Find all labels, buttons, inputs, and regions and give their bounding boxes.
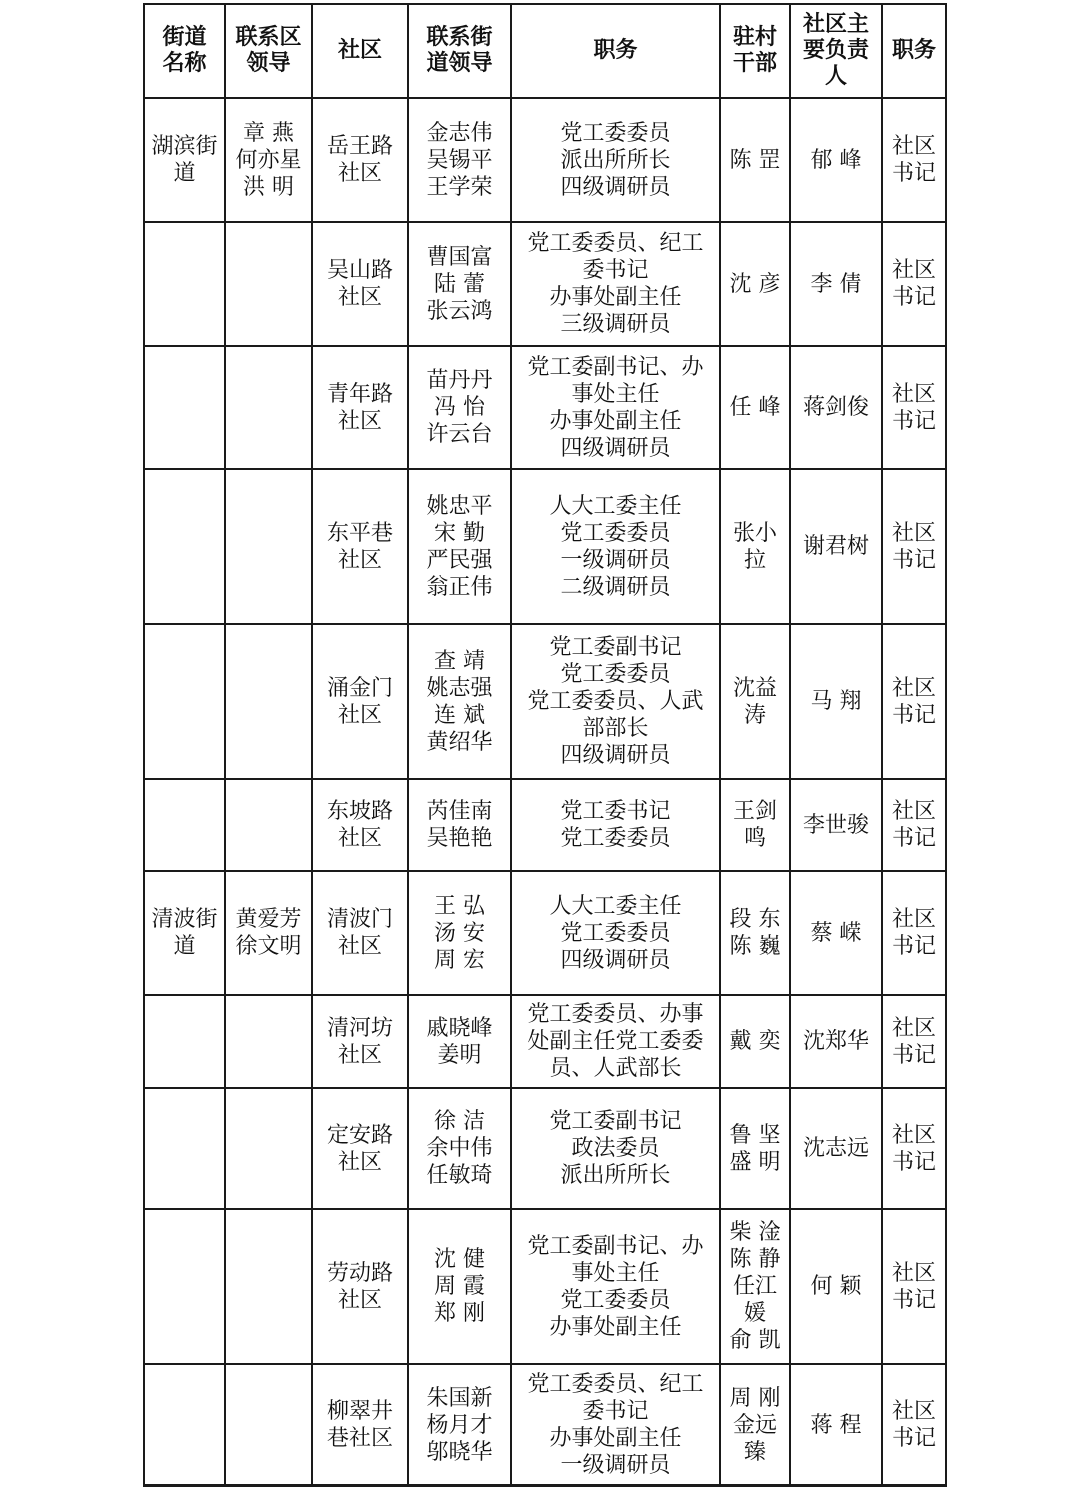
cell-line: 任敏琦 [426,1163,493,1188]
cell-line: 严民强 [426,547,493,573]
street-leaders-cell [408,995,511,1088]
table-row [144,469,946,624]
cell-line: 汤 安 [434,920,485,946]
positions-cell [511,1364,720,1486]
table-row [144,346,946,469]
district-leaders-cell [225,346,312,469]
cell-line: 政法委员 [571,1136,660,1161]
cell-line: 社区 [891,258,936,283]
cell-line: 涛 [743,702,766,728]
resident-cadres-cell [720,1209,790,1364]
cell-line: 朱国新 [426,1385,493,1411]
cell-line: 东平巷 [326,520,393,546]
cell-line: 社区 [337,702,382,728]
community-cell [312,624,408,779]
cell-line: 要负责 [802,38,869,63]
street-name-cell [144,346,225,469]
head-title-cell [882,1209,946,1364]
street-leaders-cell [408,624,511,779]
cell-line: 涌金门 [326,675,393,701]
cell-line: 社区 [891,381,936,407]
cell-line: 何 颖 [810,1274,862,1299]
cell-line: 吴山路 [326,258,393,283]
cell-line: 职务 [593,38,638,63]
community-head-cell [790,1209,882,1364]
cell-line: 湖滨街 [151,134,218,159]
street-leaders-cell [408,98,511,222]
cell-line: 党工委委员 [560,826,671,851]
table-row [144,995,946,1088]
cell-line: 名称 [162,51,207,76]
positions-cell [511,346,720,469]
table-row [144,871,946,995]
head-title-cell [882,995,946,1088]
cell-line: 社区 [337,408,382,434]
cell-line: 社区主 [802,12,869,37]
cell-line: 四级调研员 [560,435,671,461]
table-row [144,98,946,222]
cell-line: 柳翠井 [326,1399,393,1424]
cell-line: 派出所所长 [560,147,671,173]
street-leaders-cell [408,1364,511,1486]
cell-line: 事处主任 [571,381,660,407]
street-leaders-cell [408,1088,511,1209]
cell-line: 定安路 [326,1122,393,1148]
header-community-head [790,4,882,98]
cell-line: 郑 刚 [434,1301,485,1326]
community-head-cell [790,1088,882,1209]
cell-line: 驻村 [732,25,777,50]
cell-line: 党工委书记 [560,799,671,824]
cell-line: 周 霞 [434,1274,485,1299]
positions-cell [511,871,720,995]
cell-line: 蒋 程 [810,1412,862,1438]
cell-line: 社区 [891,907,936,932]
cell-line: 社区 [891,675,936,701]
cell-line: 党工委委员 [560,520,671,546]
cell-line: 任江 [732,1274,777,1299]
cell-line: 何亦星 [235,147,302,173]
street-leaders-cell [408,871,511,995]
community-head-cell [790,98,882,222]
cell-line: 陈 静 [729,1247,781,1272]
table-bottom-rule [143,1484,945,1487]
cell-line: 党工委委员 [560,920,671,946]
table-header-row [144,4,946,98]
cell-line: 黄爱芳 [235,907,302,932]
community-cell [312,995,408,1088]
positions-cell [511,995,720,1088]
cell-line: 社区 [891,134,936,159]
head-title-cell [882,871,946,995]
cell-line: 党工委副书记、办 [527,354,704,380]
cell-line: 张小 [732,520,777,546]
cell-line: 郁 峰 [810,147,862,173]
street-leaders-cell [408,469,511,624]
head-title-cell [882,98,946,222]
cell-line: 书记 [891,702,936,728]
cell-line: 周 宏 [434,947,485,973]
cell-line: 连 斌 [434,702,485,728]
resident-cadres-cell [720,1364,790,1486]
cell-line: 社区 [337,826,382,851]
resident-cadres-cell [720,1088,790,1209]
cell-line: 书记 [891,1149,936,1175]
cell-line: 章 燕 [243,120,294,146]
cell-line: 社区 [337,38,382,63]
cell-line: 部部长 [582,716,649,741]
street-name-cell [144,995,225,1088]
cell-line: 劳动路 [326,1260,393,1286]
header-positions [511,4,720,98]
district-leaders-cell [225,779,312,871]
cell-line: 社区 [337,547,382,573]
cell-line: 书记 [891,161,936,186]
street-name-cell [144,1364,225,1486]
street-leaders-cell [408,1209,511,1364]
cell-line: 事处主任 [571,1260,660,1286]
cell-line: 蒋剑俊 [802,395,869,420]
cell-line: 四级调研员 [560,947,671,973]
cell-line: 道领导 [426,51,493,76]
resident-cadres-cell [720,98,790,222]
cell-line: 芮佳南 [426,799,493,824]
cell-line: 拉 [743,547,766,573]
cell-line: 党工委副书记 [549,1109,682,1134]
head-title-cell [882,1364,946,1486]
cell-line: 臻 [743,1439,766,1465]
cell-line: 三级调研员 [560,312,671,337]
cell-line: 曹国富 [426,244,493,270]
positions-cell [511,779,720,871]
cell-line: 余中伟 [426,1136,493,1161]
cell-line: 周 刚 [729,1385,781,1411]
cell-line: 党工委副书记、办 [527,1233,704,1259]
positions-cell [511,624,720,779]
community-cell [312,779,408,871]
cell-line: 陈 巍 [729,934,781,959]
table-row [144,624,946,779]
cell-line: 道 [173,161,196,186]
cell-line: 党工委委员、纪工 [527,231,704,256]
community-cell [312,1088,408,1209]
cell-line: 一级调研员 [560,1453,671,1478]
resident-cadres-cell [720,469,790,624]
cell-line: 徐 洁 [434,1109,485,1134]
cell-line: 社区 [337,285,382,310]
cell-line: 沈 彦 [729,271,781,297]
cell-line: 办事处副主任 [549,1426,682,1451]
head-title-cell [882,1088,946,1209]
cell-line: 处副主任党工委委 [527,1029,704,1054]
cell-line: 岳王路 [326,134,393,159]
community-cell [312,871,408,995]
cell-line: 姚志强 [426,675,493,701]
cell-line: 柴 淦 [729,1220,781,1245]
cell-line: 党工委副书记 [549,635,682,660]
community-contact-table [143,3,947,1487]
street-name-cell [144,871,225,995]
cell-line: 联系区 [235,25,302,50]
cell-line: 社区 [891,1260,936,1286]
cell-line: 社区 [337,1149,382,1175]
cell-line: 陆 蕾 [434,271,485,297]
cell-line: 鸣 [743,826,766,851]
cell-line: 书记 [891,1042,936,1068]
cell-line: 沈益 [732,675,777,701]
cell-line: 社区 [337,161,382,186]
header-street-leaders [408,4,511,98]
cell-line: 青年路 [326,381,393,407]
cell-line: 社区 [891,1399,936,1424]
community-cell [312,1209,408,1364]
table-row [144,1088,946,1209]
cell-line: 党工委委员 [560,120,671,146]
resident-cadres-cell [720,871,790,995]
cell-line: 办事处副主任 [549,285,682,310]
cell-line: 洪 明 [243,174,294,200]
community-head-cell [790,1364,882,1486]
street-name-cell [144,779,225,871]
cell-line: 王学荣 [426,174,493,200]
cell-line: 党工委委员、纪工 [527,1372,704,1397]
cell-line: 段 东 [729,907,781,932]
head-title-cell [882,624,946,779]
cell-line: 沈 健 [434,1247,485,1272]
cell-line: 吴艳艳 [426,826,493,851]
cell-line: 社区 [337,934,382,959]
cell-line: 办事处副主任 [549,408,682,434]
community-cell [312,1364,408,1486]
cell-line: 党工委委员 [560,1287,671,1313]
cell-line: 职务 [891,38,936,63]
resident-cadres-cell [720,779,790,871]
header-district-leaders [225,4,312,98]
head-title-cell [882,469,946,624]
resident-cadres-cell [720,222,790,346]
cell-line: 派出所所长 [560,1163,671,1188]
cell-line: 俞 凯 [729,1328,781,1353]
cell-line: 沈郑华 [802,1029,869,1054]
cell-line: 沈志远 [802,1136,869,1161]
cell-line: 书记 [891,934,936,959]
cell-line: 盛 明 [729,1149,781,1175]
community-head-cell [790,779,882,871]
header-resident-cadres [720,4,790,98]
cell-line: 党工委委员、人武 [527,689,704,714]
cell-line: 社区 [891,520,936,546]
cell-line: 二级调研员 [560,574,671,600]
community-head-cell [790,346,882,469]
district-leaders-cell [225,1088,312,1209]
table-row [144,1364,946,1486]
resident-cadres-cell [720,995,790,1088]
positions-cell [511,469,720,624]
community-head-cell [790,624,882,779]
cell-line: 杨月才 [426,1412,493,1438]
street-leaders-cell [408,346,511,469]
community-head-cell [790,995,882,1088]
cell-line: 王 弘 [434,893,485,919]
header-street-name [144,4,225,98]
cell-line: 姚忠平 [426,493,493,519]
cell-line: 王剑 [732,799,777,824]
cell-line: 李 倩 [810,271,862,297]
cell-line: 四级调研员 [560,174,671,200]
street-name-cell [144,469,225,624]
cell-line: 陈 罡 [729,147,781,173]
header-head-title [882,4,946,98]
cell-line: 一级调研员 [560,547,671,573]
cell-line: 人 [824,64,847,89]
cell-line: 人大工委主任 [549,493,682,519]
cell-line: 邬晓华 [426,1439,493,1465]
cell-line: 戚晓峰 [426,1015,493,1041]
cell-line: 张云鸿 [426,298,493,324]
cell-line: 街道 [162,25,207,50]
cell-line: 书记 [891,1287,936,1313]
cell-line: 社区 [891,799,936,824]
street-name-cell [144,222,225,346]
cell-line: 书记 [891,826,936,851]
positions-cell [511,98,720,222]
cell-line: 李世骏 [802,812,869,838]
cell-line: 宋 勤 [434,520,485,546]
community-head-cell [790,871,882,995]
cell-line: 清河坊 [326,1015,393,1041]
community-cell [312,222,408,346]
positions-cell [511,1088,720,1209]
cell-line: 查 靖 [434,648,485,674]
cell-line: 道 [173,934,196,959]
community-cell [312,98,408,222]
cell-line: 姜明 [437,1042,482,1068]
cell-line: 书记 [891,547,936,573]
cell-line: 媛 [743,1301,766,1326]
cell-line: 任 峰 [729,395,781,420]
cell-line: 徐文明 [235,934,302,959]
cell-line: 四级调研员 [560,743,671,768]
district-leaders-cell [225,995,312,1088]
cell-line: 马 翔 [810,689,862,714]
cell-line: 社区 [337,1287,382,1313]
street-name-cell [144,624,225,779]
head-title-cell [882,779,946,871]
cell-line: 社区 [891,1122,936,1148]
community-head-cell [790,222,882,346]
cell-line: 巷社区 [326,1426,393,1451]
head-title-cell [882,346,946,469]
positions-cell [511,1209,720,1364]
header-community [312,4,408,98]
cell-line: 办事处副主任 [549,1314,682,1340]
cell-line: 金志伟 [426,120,493,146]
cell-line: 社区 [337,1042,382,1068]
street-name-cell [144,1209,225,1364]
resident-cadres-cell [720,624,790,779]
street-leaders-cell [408,222,511,346]
cell-line: 金远 [732,1412,777,1438]
cell-line: 干部 [732,51,777,76]
cell-line: 翁正伟 [426,574,493,600]
cell-line: 清波街 [151,907,218,932]
district-leaders-cell [225,98,312,222]
street-name-cell [144,1088,225,1209]
cell-line: 领导 [246,51,291,76]
cell-line: 苗丹丹 [426,368,493,393]
district-leaders-cell [225,871,312,995]
cell-line: 书记 [891,285,936,310]
cell-line: 谢君树 [802,534,869,559]
cell-line: 冯 怡 [434,395,485,420]
cell-line: 党工委委员 [560,662,671,687]
resident-cadres-cell [720,346,790,469]
community-head-cell [790,469,882,624]
district-leaders-cell [225,1209,312,1364]
community-cell [312,469,408,624]
cell-line: 东坡路 [326,799,393,824]
cell-line: 吴锡平 [426,147,493,173]
cell-line: 书记 [891,1426,936,1451]
street-leaders-cell [408,779,511,871]
district-leaders-cell [225,222,312,346]
positions-cell [511,222,720,346]
table-row [144,222,946,346]
table-row [144,779,946,871]
cell-line: 委书记 [582,258,649,283]
cell-line: 社区 [891,1015,936,1041]
cell-line: 黄绍华 [426,729,493,755]
cell-line: 联系街 [426,25,493,50]
table-row [144,1209,946,1364]
head-title-cell [882,222,946,346]
cell-line: 戴 奕 [729,1029,781,1054]
cell-line: 党工委委员、办事 [527,1002,704,1027]
district-leaders-cell [225,624,312,779]
district-leaders-cell [225,1364,312,1486]
cell-line: 许云台 [426,422,493,447]
community-cell [312,346,408,469]
cell-line: 委书记 [582,1399,649,1424]
cell-line: 蔡 嵘 [810,920,862,946]
cell-line: 鲁 坚 [729,1122,781,1148]
cell-line: 人大工委主任 [549,893,682,919]
street-name-cell [144,98,225,222]
cell-line: 书记 [891,408,936,434]
cell-line: 清波门 [326,907,393,932]
district-leaders-cell [225,469,312,624]
cell-line: 员、人武部长 [549,1056,682,1081]
